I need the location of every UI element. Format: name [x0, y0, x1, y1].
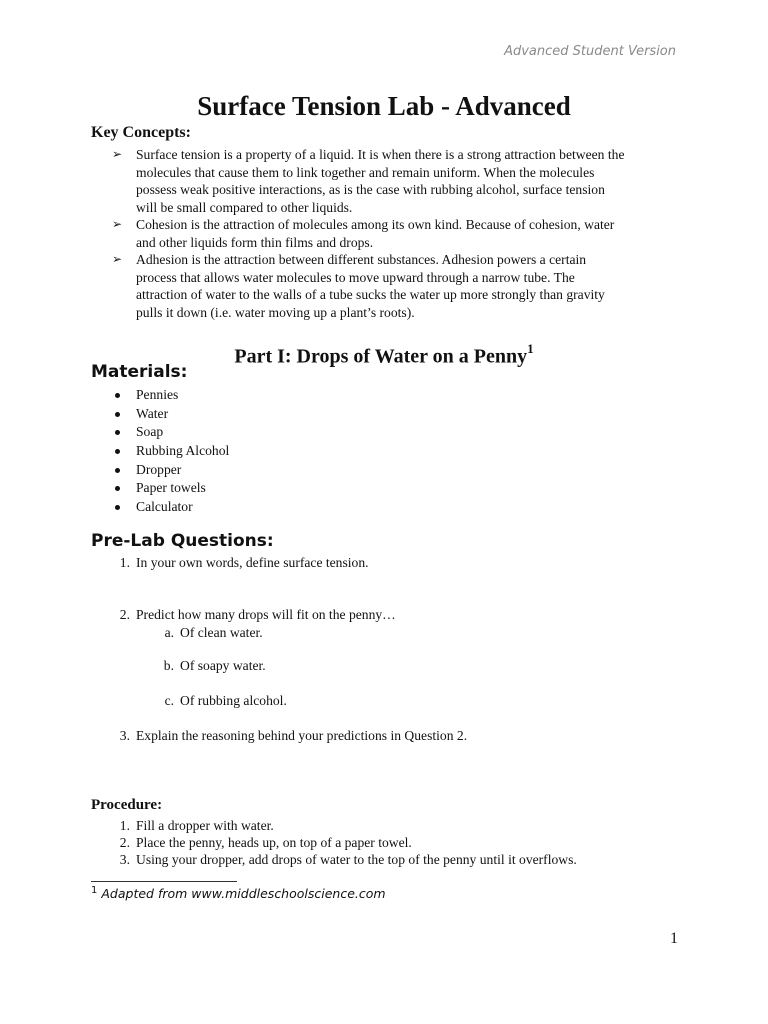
bullet-icon — [115, 412, 120, 417]
page-title: Surface Tension Lab - Advanced — [197, 91, 571, 121]
list-item: Rubbing Alcohol — [112, 442, 229, 461]
key-concepts-list — [112, 146, 682, 321]
part1-title: Part I: Drops of Water on a Penny$^1$ — [234, 341, 534, 368]
bullet-icon — [115, 468, 120, 473]
procedure-heading: Procedure: — [91, 797, 163, 813]
arrow-bullet-icon: ➢ — [112, 252, 123, 266]
bullet-icon — [115, 449, 120, 454]
bullet-icon — [115, 505, 120, 510]
key-concept-item: ➢ Surface tension is a property of a liquid. It is when there is a strong attraction between the molecules that cause them to link together and remain uniform. When the molecules possess weak positive interactions, as is the case with rubbing alcohol, surface tension will be small compared to other liquids. — [112, 147, 625, 215]
list-item: Calculator — [112, 498, 229, 517]
list-item: Paper towels — [112, 479, 229, 498]
running-header: Advanced Student Version — [504, 44, 676, 59]
bullet-icon — [115, 393, 120, 398]
materials-list — [112, 386, 229, 517]
key-concept-item: ➢ Cohesion is the attraction of molecules among its own kind. Because of cohesion, water and other liquids form thin films and drops. — [112, 217, 615, 250]
bullet-icon — [115, 486, 120, 491]
arrow-bullet-icon: ➢ — [112, 147, 123, 161]
arrow-bullet-icon: ➢ — [112, 217, 123, 231]
prelab-heading: Pre-Lab Questions: — [91, 531, 274, 551]
key-concept-item: ➢ Adhesion is the attraction between different substances. Adhesion powers a certain process that allows water molecules to move upward through a narrow tube. The attraction of water to the walls of a tube sucks the water up more strongly than gravity pulls it down (i.e. water moving up a plant’s roots). — [112, 252, 605, 320]
list-item: Pennies — [112, 386, 229, 405]
materials-heading: Materials: — [91, 362, 188, 382]
footnote-ref[interactable]: 1 — [527, 341, 534, 356]
page-number: 1 — [670, 930, 678, 947]
list-item: Dropper — [112, 461, 229, 480]
key-concepts-heading: Key Concepts: — [91, 124, 191, 141]
footnote-separator — [91, 881, 237, 882]
list-item: Soap — [112, 423, 229, 442]
bullet-icon — [115, 430, 120, 435]
list-item: Water — [112, 405, 229, 424]
footnote: $^1$ Adapted from www.middleschoolscience.com — [91, 885, 386, 902]
